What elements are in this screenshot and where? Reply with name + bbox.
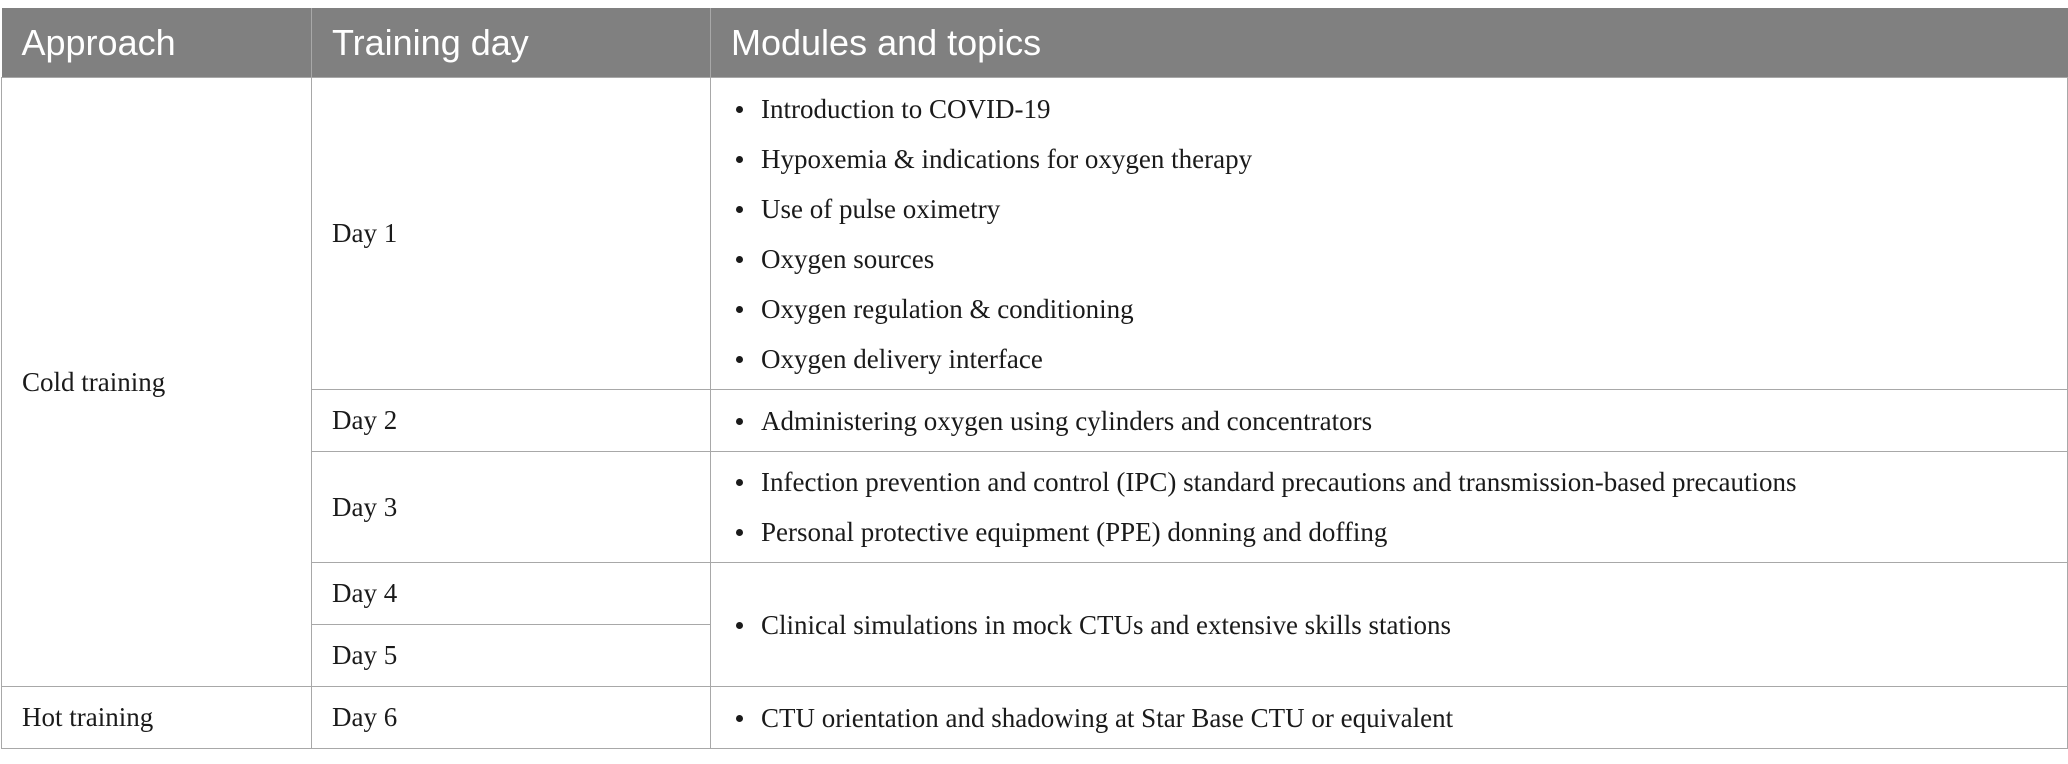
topic-item: Oxygen regulation & conditioning (761, 284, 2047, 334)
topics-cell (711, 563, 2068, 687)
topic-item: Hypoxemia & indications for oxygen therapy (761, 134, 2047, 184)
topics-cell (711, 687, 2068, 749)
approach-cell-cold: Cold training (2, 78, 312, 687)
topic-item: Use of pulse oximetry (761, 184, 2047, 234)
day-cell: Day 6 (312, 687, 711, 749)
topic-item: Personal protective equipment (PPE) donning and doffing (761, 507, 2047, 557)
topic-item: CTU orientation and shadowing at Star Base CTU or equivalent (761, 693, 2047, 743)
table-row (2, 687, 2068, 749)
topic-list (731, 396, 2047, 446)
day-cell: Day 1 (312, 78, 711, 390)
table-row (2, 563, 2068, 625)
header-approach: Approach (2, 8, 312, 78)
topic-item: Clinical simulations in mock CTUs and extensive skills stations (761, 600, 2047, 650)
day-cell: Day 2 (312, 390, 711, 452)
header-modules-topics: Modules and topics (711, 8, 2068, 78)
topic-list (731, 457, 2047, 557)
header-training-day: Training day (312, 8, 711, 78)
header-row (2, 8, 2068, 78)
topic-list (731, 600, 2047, 650)
topic-list (731, 693, 2047, 743)
topics-cell (711, 452, 2068, 563)
topic-item: Infection prevention and control (IPC) standard precautions and transmission-based precautions (761, 457, 2047, 507)
topic-list (731, 84, 2047, 384)
topic-item: Oxygen sources (761, 234, 2047, 284)
topics-cell (711, 78, 2068, 390)
topic-item: Oxygen delivery interface (761, 334, 2047, 384)
table-row (2, 452, 2068, 563)
topic-item: Introduction to COVID-19 (761, 84, 2047, 134)
day-cell: Day 5 (312, 625, 711, 687)
approach-cell-hot: Hot training (2, 687, 312, 749)
training-schedule-table (1, 8, 2068, 749)
topic-item: Administering oxygen using cylinders and concentrators (761, 396, 2047, 446)
table-row (2, 78, 2068, 390)
table-row (2, 390, 2068, 452)
topics-cell (711, 390, 2068, 452)
day-cell: Day 4 (312, 563, 711, 625)
day-cell: Day 3 (312, 452, 711, 563)
